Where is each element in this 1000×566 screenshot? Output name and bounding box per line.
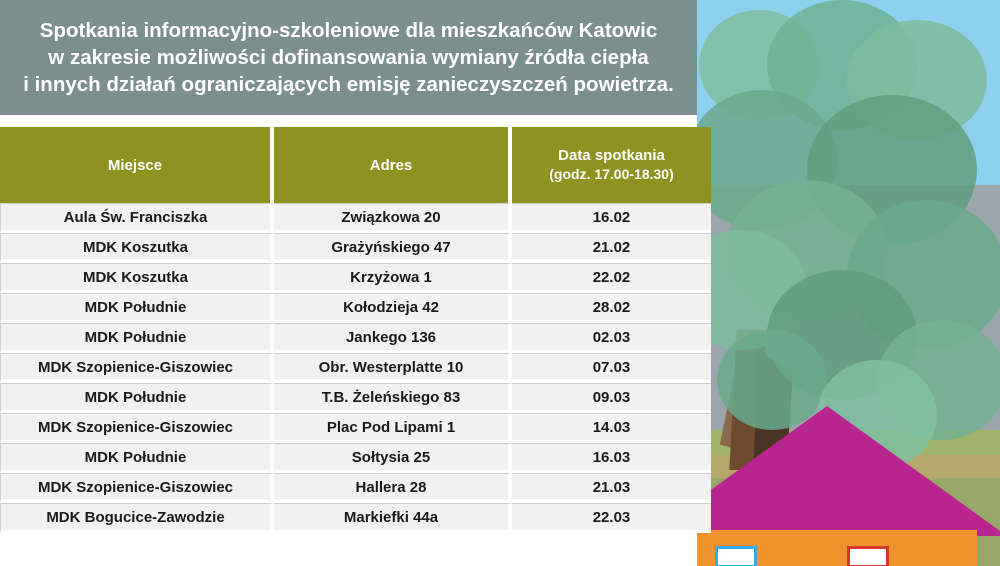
cell-place: MDK Południe [0, 293, 274, 323]
cell-date: 21.02 [512, 233, 711, 263]
cell-address: Sołtysia 25 [274, 443, 512, 473]
table-row [0, 323, 711, 353]
header-line-1: Spotkania informacyjno-szkoleniowe dla mieszkańców Katowic [39, 19, 658, 42]
cell-place: MDK Południe [0, 383, 274, 413]
meetings-table [0, 127, 711, 533]
cell-address: Grażyńskiego 47 [274, 233, 512, 263]
table-header [0, 127, 711, 203]
cell-address: Krzyżowa 1 [274, 263, 512, 293]
cell-address: T.B. Żeleńskiego 83 [274, 383, 512, 413]
column-header-date [512, 127, 711, 203]
cell-address: Kołodzieja 42 [274, 293, 512, 323]
cell-date: 28.02 [512, 293, 711, 323]
cell-place: Aula Św. Franciszka [0, 203, 274, 233]
table-row [0, 263, 711, 293]
cell-place: MDK Koszutka [0, 233, 274, 263]
window-red-icon [847, 546, 889, 566]
column-header-place-label: Miejsce [107, 156, 163, 174]
cell-place: MDK Południe [0, 323, 274, 353]
cell-address: Jankego 136 [274, 323, 512, 353]
window-blue-icon [715, 546, 757, 566]
column-header-address [274, 127, 512, 203]
cell-date: 16.02 [512, 203, 711, 233]
cell-place: MDK Szopienice-Giszowiec [0, 413, 274, 443]
meetings-table-wrapper [0, 127, 697, 533]
table-row [0, 203, 711, 233]
cell-date: 22.02 [512, 263, 711, 293]
cell-address: Obr. Westerplatte 10 [274, 353, 512, 383]
cell-address: Hallera 28 [274, 473, 512, 503]
table-row [0, 233, 711, 263]
cell-date: 16.03 [512, 443, 711, 473]
table-row [0, 293, 711, 323]
header-line-3: i innych działań ograniczających emisję zanieczyszczeń powietrza. [23, 73, 674, 96]
cell-date: 09.03 [512, 383, 711, 413]
cell-place: MDK Koszutka [0, 263, 274, 293]
cell-place: MDK Południe [0, 443, 274, 473]
table-row [0, 473, 711, 503]
column-header-place [0, 127, 274, 203]
cell-date: 07.03 [512, 353, 711, 383]
cell-address: Markiefki 44a [274, 503, 512, 533]
cell-date: 21.03 [512, 473, 711, 503]
tree-foliage-icon [717, 330, 827, 430]
table-row [0, 413, 711, 443]
table-body [0, 203, 711, 533]
table-row [0, 503, 711, 533]
cell-place: MDK Bogucice-Zawodzie [0, 503, 274, 533]
column-header-date-sublabel: (godz. 17.00-18.30) [549, 166, 674, 182]
poster-header [0, 0, 697, 115]
cell-date: 14.03 [512, 413, 711, 443]
cell-address: Plac Pod Lipami 1 [274, 413, 512, 443]
header-line-2: w zakresie możliwości dofinansowania wymiany źródła ciepła [48, 46, 649, 69]
illustration [697, 0, 1000, 566]
column-header-address-label: Adres [369, 156, 413, 174]
cell-place: MDK Szopienice-Giszowiec [0, 473, 274, 503]
cell-place: MDK Szopienice-Giszowiec [0, 353, 274, 383]
cell-date: 22.03 [512, 503, 711, 533]
table-row [0, 383, 711, 413]
table-row [0, 353, 711, 383]
column-header-date-label: Data spotkania [558, 147, 665, 164]
header-divider [0, 115, 697, 127]
table-row [0, 443, 711, 473]
cell-address: Związkowa 20 [274, 203, 512, 233]
table-header-row [0, 127, 711, 203]
cell-date: 02.03 [512, 323, 711, 353]
